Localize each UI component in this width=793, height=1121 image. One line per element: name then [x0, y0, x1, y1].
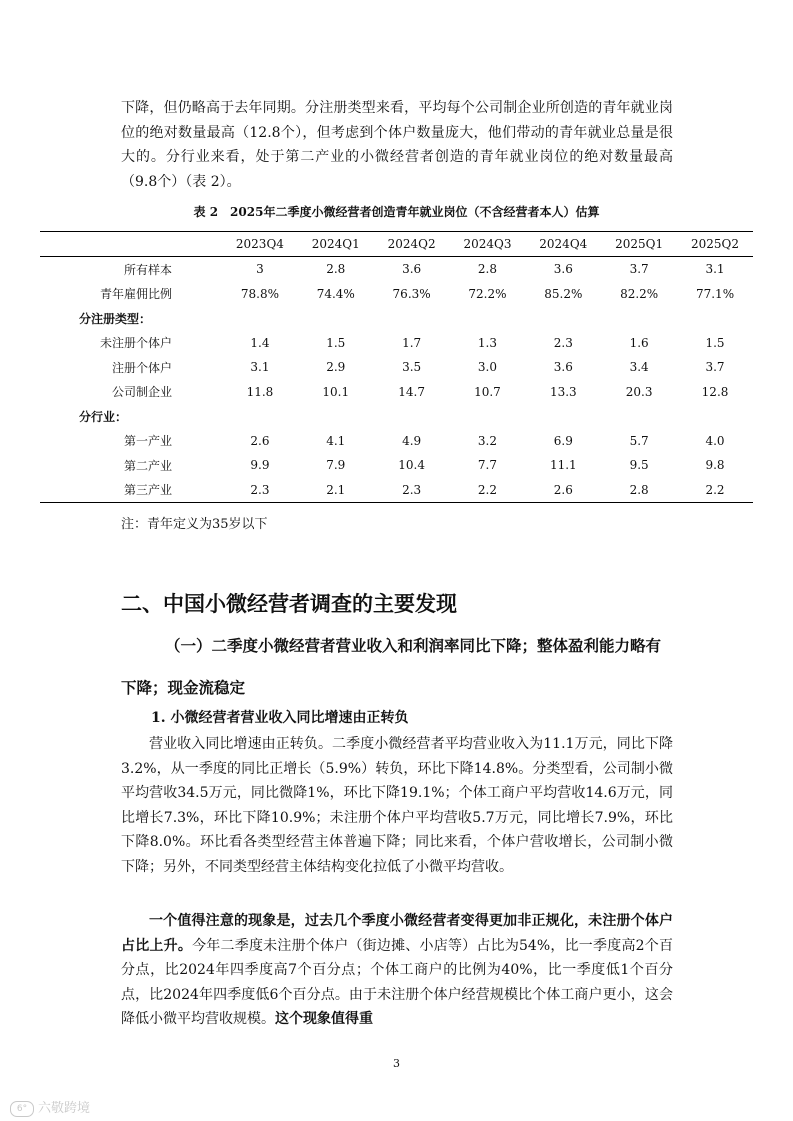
watermark-logo-icon: 6° [10, 1101, 34, 1117]
row-label: 未注册个体户 [99, 336, 172, 351]
table-row [40, 380, 753, 405]
table-row [40, 429, 753, 454]
row-label: 公司制企业 [111, 385, 172, 400]
table-cell: 2.3 [402, 482, 422, 497]
section-label: 分注册类型： [79, 311, 152, 326]
table-cell: 20.3 [625, 384, 653, 399]
table-row [40, 282, 753, 307]
table-cell: 2.3 [553, 335, 573, 350]
table-row [40, 257, 753, 282]
col-header: 2025Q1 [615, 237, 664, 251]
table-cell: 1.6 [629, 335, 649, 350]
table-cell: 11.1 [549, 458, 577, 473]
table-cell: 4.1 [326, 433, 346, 448]
table-cell: 2.6 [250, 433, 270, 448]
table-cell: 5.7 [629, 433, 649, 448]
table-cell: 2.8 [629, 482, 649, 497]
table-cell: 2.6 [553, 482, 573, 497]
table-cell: 74.4% [316, 286, 355, 301]
table-cell: 7.7 [477, 458, 497, 473]
table-cell: 76.3% [392, 286, 431, 301]
table-cell: 82.2% [620, 286, 659, 301]
table-cell: 3.4 [629, 360, 649, 375]
table-cell: 3.1 [250, 360, 270, 375]
section-heading: 二、中国小微经营者调查的主要发现 [121, 592, 457, 616]
table-cell: 78.8% [240, 286, 279, 301]
table-header-row [40, 232, 753, 257]
table-cell: 2.8 [326, 262, 346, 277]
table-cell: 4.9 [402, 433, 422, 448]
col-header: 2024Q4 [539, 237, 588, 251]
table-cell: 13.3 [549, 384, 577, 399]
row-label: 第三产业 [123, 483, 172, 498]
table-cell: 2.2 [705, 482, 725, 497]
table-cell: 2.9 [326, 360, 346, 375]
table-row [40, 355, 753, 380]
table-cell: 3 [256, 262, 264, 277]
table-row [40, 478, 753, 503]
table-cell: 77.1% [695, 286, 735, 301]
table-cell: 3.6 [553, 360, 573, 375]
table-caption: 表 2 2025年二季度小微经营者创造青年就业岗位（不含经营者本人）估算 [193, 205, 600, 219]
table-cell: 9.9 [250, 458, 270, 473]
table-cell: 10.1 [322, 384, 350, 399]
row-label: 注册个体户 [111, 360, 172, 375]
page-number: 3 [393, 1057, 400, 1070]
table-cell: 10.4 [398, 458, 425, 473]
table-cell: 3.6 [402, 262, 422, 277]
table-cell: 11.8 [246, 384, 274, 399]
table-cell: 3.1 [705, 262, 725, 277]
watermark-text: 六敬跨境 [38, 1101, 91, 1116]
table-section-row [40, 404, 753, 429]
col-header: 2024Q2 [387, 237, 436, 251]
row-label: 青年雇佣比例 [99, 287, 172, 302]
table-note: 注：青年定义为35岁以下 [121, 517, 268, 532]
table-cell: 10.7 [474, 384, 501, 399]
table-cell: 1.3 [477, 335, 497, 350]
table-cell: 2.8 [477, 262, 497, 277]
col-header: 2024Q3 [463, 237, 512, 251]
table-cell: 72.2% [468, 286, 507, 301]
paragraph-revenue: 营业收入同比增速由正转负。二季度小微经营者平均营业收入为11.1万元，同比下降3.2%，从一季度的同比正增长（5.9%）转负，环比下降14.8%。分类型看，公司制小微平均营收34.5万元，同比微降1%，环比下降19.1%；个体工商户平均营收14.6万元，同比增长7.3%，环比下降10.9%；未注册个体户平均营收5.7万元，同比增长7.9%，环比下降8.0%。环比看各类型经营主体普遍下降；同比来看，个体户营收增长，公司制小微下降；另外，不同类型经营主体结构变化拉低了小微平均营收。 [121, 736, 673, 875]
table-cell: 7.9 [326, 458, 346, 473]
paragraph-informalization [121, 909, 673, 1032]
table-cell: 3.5 [402, 360, 422, 375]
table-cell: 1.4 [250, 335, 270, 350]
emphasis-text: 一个值得注意的现象是，过去几个季度小微经营者变得更加非正规化，未注册个体户占比上升。 [121, 913, 673, 954]
paragraph-intro: 下降，但仍略高于去年同期。分注册类型来看，平均每个公司制企业所创造的青年就业岗位的绝对数量最高（12.8个），但考虑到个体户数量庞大，他们带动的青年就业总量是很大的。分行业来看，处于第二产业的小微经营者创造的青年就业岗位的绝对数量最高（9.8个）（表 2）。 [121, 100, 673, 190]
table-cell: 2.1 [326, 482, 346, 497]
table-cell: 3.6 [553, 262, 573, 277]
table-cell: 9.8 [705, 458, 725, 473]
table-cell: 1.7 [402, 335, 422, 350]
table-cell: 2.2 [477, 482, 497, 497]
emphasis-text-2: 这个现象值得重 [275, 1011, 373, 1027]
table-cell: 85.2% [544, 286, 583, 301]
youth-jobs-table [40, 231, 753, 503]
table-cell: 3.0 [477, 360, 497, 375]
body-text: 今年二季度未注册个体户（街边摊、小店等）占比为54%，比一季度高2个百分点，比2024年四季度高7个百分点；个体工商户的比例为40%，比一季度低1个百分点，比2024年四季度低6个百分点。由于未注册个体户经营规模比个体工商户更小，这会降低小微平均营收规模。 [121, 937, 673, 1027]
table-cell: 14.7 [398, 384, 425, 399]
table-cell: 6.9 [553, 433, 573, 448]
row-label: 第一产业 [123, 434, 172, 449]
section-label: 分行业： [79, 409, 128, 424]
row-label: 第二产业 [123, 458, 172, 473]
table-cell: 3.7 [629, 262, 649, 277]
table-row [40, 331, 753, 356]
watermark [10, 1097, 90, 1117]
table-row [40, 453, 753, 478]
header-blank [40, 232, 222, 257]
table-cell: 1.5 [705, 335, 725, 350]
table-cell: 2.3 [250, 482, 270, 497]
row-label: 所有样本 [123, 262, 172, 277]
col-header: 2024Q1 [311, 237, 360, 251]
table-cell: 1.5 [326, 335, 346, 350]
table-section-row [40, 306, 753, 331]
subsection-heading: （一）二季度小微经营者营业收入和利润率同比下降；整体盈利能力略有下降；现金流稳定 [121, 637, 662, 697]
col-header: 2023Q4 [235, 237, 284, 251]
table-cell: 12.8 [701, 384, 729, 399]
col-header: 2025Q2 [691, 237, 740, 251]
table-cell: 3.7 [705, 360, 725, 375]
sub-subsection-heading: 1. 小微经营者营业收入同比增速由正转负 [151, 710, 409, 726]
table-cell: 4.0 [705, 433, 725, 448]
table-cell: 3.2 [477, 433, 497, 448]
table-cell: 9.5 [629, 458, 649, 473]
